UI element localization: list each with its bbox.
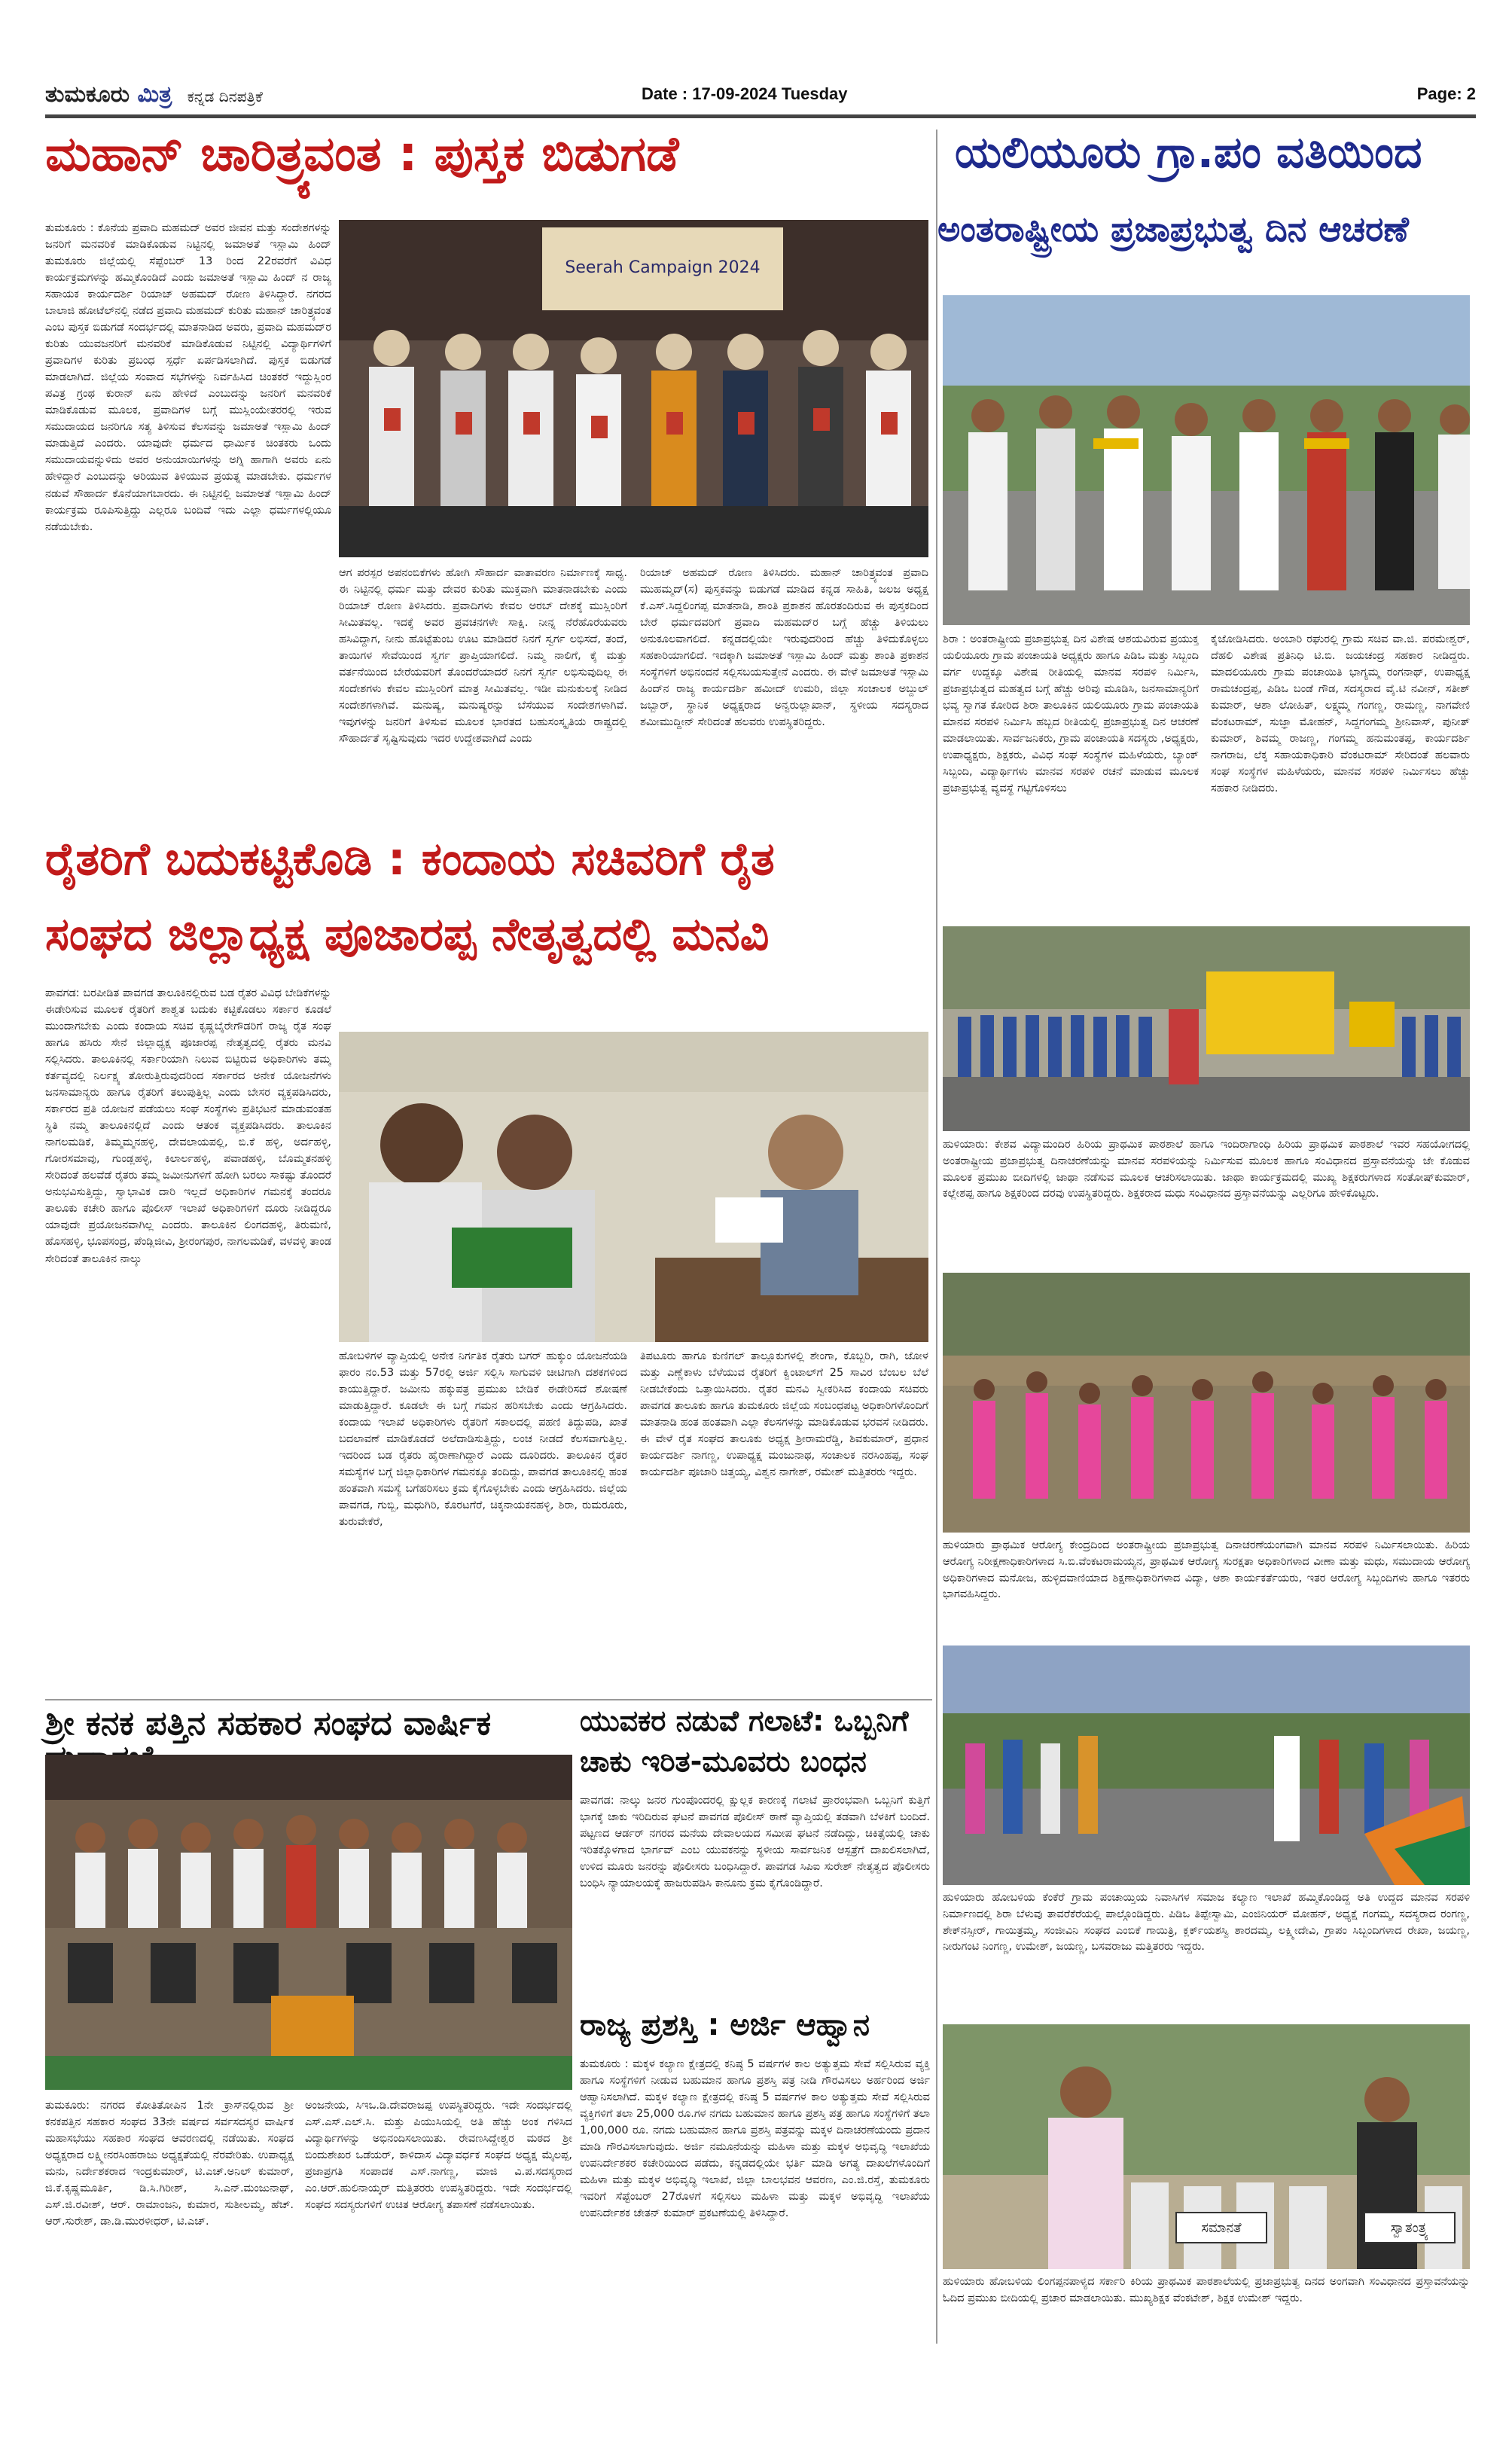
school-rally-caption: ಹುಳಿಯಾರು: ಕೇಶವ ವಿದ್ಯಾಮಂದಿರ ಹಿರಿಯ ಪ್ರಾಥಮಿಕ ಪಾಠಶಾಲೆ ಹಾಗೂ ಇಂದಿರಾಗಾಂಧಿ ಹಿರಿಯ ಪ್ರಾಥಮಿಕ ಪಾಠಶಾಲೆ ಇವರ ಸಹಯೋಗದಲ್ಲಿ ಅಂತರಾಷ್ಟ್ರೀಯ ಪ್ರಜಾಪ್ರಭುತ್ವ ದಿನಾಚರಣೆಯನ್ನು ಮಾನವ ಸರಪಳಿಯನ್ನು ನಿರ್ಮಿಸುವ ಮೂಲಕ ಹಾಗೂ ಸಂವಿಧಾನದ ಪ್ರಸ್ತಾವನೆಯನ್ನು ಜೇ ಕೊಡುವ ಮೂಲಕ ಪ್ರಮುಖ ಬೀದಿಗಳಲ್ಲಿ ಜಾಥಾ ನಡೆಸುವ ಮೂಲಕ ಆಚರಿಸಲಾಯಿತು. ಜಾಥಾ ಕಾರ್ಯಕ್ರಮದಲ್ಲಿ ಮುಖ್ಯ ಶಿಕ್ಷಕರುಗಳಾದ ಸಂತೋಷ್‌ಕುಮಾರ್, ಕಲ್ಲೇಶಪ್ಪ ಹಾಗೂ ಶಿಕ್ಷಕರಿಂದ ದರವು ಉಪಸ್ಥಿತರಿದ್ದರು. ಶಿಕ್ಷಕರಾದ ಮಧು ಸಂವಿಧಾನದ ಪ್ರಸ್ತಾವನೆಯನ್ನು ಎಲ್ಲರಿಗೂ ಹೇಳಿಕೊಟ್ಟರು.	[943, 1139, 1470, 1200]
farmers-headline-1: ರೈತರಿಗೆ ಬದುಕಟ್ಟಿಕೊಡಿ : ಕಂದಾಯ ಸಚಿವರಿಗೆ ರೈತ	[45, 833, 775, 886]
village-chain-photo	[943, 1646, 1470, 1885]
book-article-col2: ಆಗ ಪರಸ್ಪರ ಅಪನಂಬಿಕೆಗಳು ಹೋಗಿ ಸೌಹಾರ್ದ ವಾತಾವರಣ ನಿರ್ಮಾಣಕ್ಕೆ ಸಾಧ್ಯ. ಈ ನಿಟ್ಟಿನಲ್ಲಿ ಧರ್ಮ ಮತ್ತು ದೇವರ ಕುರಿತು ಮುಕ್ತವಾಗಿ ಮಾತನಾಡಬೇಕು ಎಂದು ರಿಯಾಜ್ ರೋಣ ತಿಳಿಸಿದರು. ಪ್ರವಾದಿಗಳು ಕೇವಲ ಅರಬ್ ದೇಶಕ್ಕೆ ಮುಸ್ಲಿಂರಿಗೆ ಸೀಮಿತವಲ್ಲ. ಇದಕ್ಕೆ ಅವರ ಪ್ರವಚನಗಳೇ ಸಾಕ್ಷಿ. ನೀನ್ನ ನೆರೆಹೊರೆಯವರು ಹಸಿವಿದ್ದಾಗ, ನೀನು ಹೊಟ್ಟೆತುಂಬ ಊಟ ಮಾಡಿದರೆ ನಿನಗೆ ಸ್ವರ್ಗ ಲಭಿಸದೆ, ತಂದೆ, ತಾಯಿಗಳ ಸೇವೆಯಿಂದ ಸ್ವರ್ಗ ಪ್ರಾಪ್ತಿಯಾಗಲಿದೆ. ನಿಮ್ಮ ನಾಲಿಗೆ, ಕೈ ಮತ್ತು ವರ್ತನೆಯಿಂದ ಬೇರೆಯವರಿಗೆ ತೊಂದರೆಯಾದರೆ ನಿನಗೆ ಸ್ವರ್ಗ ಲಭಿಸುವುದಿಲ್ಲ ಈ ಸಂದೇಶಗಳು ಕೇವಲ ಮುಸ್ಲಿಂರಿಗೆ ಮಾತ್ರ ಸೀಮಿತವಲ್ಲ. ಇಡೀ ಮನುಕುಲಕ್ಕೆ ನೀಡಿದ ಸಂದೇಶಗಳಾಗಿವೆ. ಮನುಷ್ಯ, ಮನುಷ್ಯರನ್ನು ಬೆಸೆಯುವ ಸಂದೇಶಗಳಾಗಿವೆ. ಇವುಗಳನ್ನು ಜನರಿಗೆ ತಿಳಿಸುವ ಮೂಲಕ ಭಾರತದ ಬಹುಸಂಸ್ಕೃತಿಯ ರಾಷ್ಟ್ರದಲ್ಲಿ ಸೌಹಾರ್ದತೆ ಸೃಷ್ಟಿಸುವುದು ಇದರ ಉದ್ದೇಶವಾಗಿದೆ ಎಂದು	[339, 567, 627, 746]
school-children-photo	[943, 2024, 1470, 2269]
village-chain-caption: ಹುಳಿಯಾರು ಹೋಬಳಿಯ ಕೆಂಕೆರೆ ಗ್ರಾಮ ಪಂಚಾಯ್ತಿಯ ನಿವಾಸಿಗಳ ಸಮಾಜ ಕಲ್ಯಾಣ ಇಲಾಖೆ ಹಮ್ಮಿಕೊಂಡಿದ್ದ ಅತಿ ಉದ್ದದ ಮಾನವ ಸರಪಳಿ ನಿರ್ಮಾಣದಲ್ಲಿ ಶಿರಾ ಬೆಳುವು ತಾವರೆಕೆರೆಯಲ್ಲಿ ಪಾಲ್ಗೊಂಡಿದ್ದರು. ಪಿಡಿಒ ತಿಪ್ಪೇಸ್ವಾಮಿ, ಎಂಜಿನಿಯರ್ ಮೋಹನ್, ಅಧ್ಯಕ್ಷೆ ಗಂಗಮ್ಮ, ಸದಸ್ಯರಾದ ರಂಗಣ್ಣ, ಶೇಕ್‌ನಸ್ಸೀರ್, ಗಾಯಿತ್ರಮ್ಮ, ಸಂಜೀವಿನಿ ಸಂಘದ ಎಂಬಿಕೆ ಗಾಯಿತ್ರಿ, ಕ್ಲರ್ಕ್‌ಯಶಸ್ವಿ ಶಾರದಮ್ಮ, ಲಕ್ಷ್ಮೀದೇವಿ, ಗ್ರಾಪಂ ಸಿಬ್ಬಂದಿಗಳಾದ ರೇಖಾ, ಜಯಣ್ಣ, ನೀರುಗಂಟಿ ನಿಂಗಣ್ಣ, ಉಮೇಶ್, ಜಯಣ್ಣ, ಬಸವರಾಜು ಮತ್ತಿತರರು ಇದ್ದರು.	[943, 1892, 1470, 1954]
kanaka-headline: ಶ್ರೀ ಕನಕ ಪತ್ತಿನ ಸಹಕಾರ ಸಂಘದ ವಾರ್ಷಿಕ	[45, 1704, 492, 1743]
youth-clash-article: ಪಾವಗಡ: ನಾಲ್ಕು ಜನರ ಗುಂಪೊಂದರಲ್ಲಿ ಕ್ಷುಲ್ಲಕ ಕಾರಣಕ್ಕೆ ಗಲಾಟೆ ಪ್ರಾರಂಭವಾಗಿ ಒಬ್ಬನಿಗೆ ಕುತ್ತಿಗೆ ಭಾಗಕ್ಕೆ ಚಾಕು ಇರಿದಿರುವ ಘಟನೆ ಪಾವಗಡ ಪೊಲೀಸ್ ಠಾಣೆ ವ್ಯಾಪ್ತಿಯಲ್ಲಿ ತಡವಾಗಿ ಬೆಳಕಿಗೆ ಬಂದಿದೆ. ಪಟ್ಟಣದ ಆರ್ಡರ್ ನಗರದ ಮನೆಯ ದೇವಾಲಯದ ಸಮೀಪ ಘಟನೆ ನಡೆದಿದ್ದು, ಚಿಕಿತ್ಸೆಯಲ್ಲಿ ಚಾಕು ಇರಿತಕ್ಕೊಳಗಾದ ಭಾರ್ಗವ್ ಎಂಬ ಯುವಕನನ್ನು ಸ್ಥಳೀಯ ಸಾರ್ವಜನಿಕ ಆಸ್ಪತ್ರೆಗೆ ದಾಖಲಿಸಲಾಗಿದೆ, ಉಳಿದ ಮೂರು ಜನರನ್ನು ಪೊಲೀಸರು ಬಂಧಿಸಿದ್ದಾರೆ. ಪಾವಗಡ ಸಿಪಿಐ ಸುರೇಶ್ ನೇತೃತ್ವದ ಪೊಲೀಸರು ಬಂಧಿಸಿ ನ್ಯಾಯಾಲಯಕ್ಕೆ ಹಾಜರುಪಡಿಸಿ ಕಾನೂನು ಕ್ರಮ ಕೈಗೊಂಡಿದ್ದಾರೆ.	[580, 1795, 930, 1890]
placard-freedom: ಸ್ವಾತಂತ್ರ್ಯ	[1390, 2220, 1429, 2236]
brand-name-part-2: ಮಿತ್ರ	[137, 81, 172, 108]
farmers-article-col1: ಪಾವಗಡ: ಬರಪೀಡಿತ ಪಾವಗಡ ತಾಲೂಕಿನಲ್ಲಿರುವ ಬಡ ರೈತರ ವಿವಿಧ ಬೇಡಿಕೆಗಳನ್ನು ಈಡೇರಿಸುವ ಮೂಲಕ ರೈತರಿಗೆ ಶಾಶ್ವತ ಬದುಕು ಕಟ್ಟಿಕೊಡಲು ಸರ್ಕಾರ ಕೂಡಲೆ ಮುಂದಾಗಬೇಕು ಎಂದು ಕಂದಾಯ ಸಚಿವ ಕೃಷ್ಣಬೈರೇಗೌಡರಿಗೆ ರಾಜ್ಯ ರೈತ ಸಂಘ ಹಾಗೂ ಹಸಿರು ಸೇನೆ ಜಿಲ್ಲಾಧ್ಯಕ್ಷ ಪೂಜಾರಪ್ಪ ನೇತೃತ್ವದಲ್ಲಿ ರೈತರು ಮನವಿ ಸಲ್ಲಿಸಿದರು. ತಾಲೂಕಿನಲ್ಲಿ ಸರ್ಕಾರಿಯಾಗಿ ನಿಲುವ ಬಿಟ್ಟಿರುವ ಅಧಿಕಾರಿಗಳು ತಮ್ಮ ಕರ್ತವ್ಯದಲ್ಲಿ ನಿರ್ಲಕ್ಷ್ಯ ತೋರುತ್ತಿರುವುದರಿಂದ ಸರ್ಕಾರದ ಅನೇಕ ಯೋಜನೆಗಳು ಜನಸಾಮಾನ್ಯರು ಹಾಗೂ ರೈತರಿಗೆ ತಲುಪುತ್ತಿಲ್ಲ ಎಂದು ಬೇಸರ ವ್ಯಕ್ತಪಡಿಸಿದರು, ಸರ್ಕಾರದ ಪ್ರತಿ ಯೋಜನೆ ಪಡೆಯಲು ಸಂಘ ಸಂಸ್ಥೆಗಳು ಪ್ರತಿಭಟನೆ ಮಾಡುವಂತಹ ಸ್ಥಿತಿ ನಮ್ಮ ತಾಲೂಕಿನಲ್ಲಿದೆ ಎಂದು ಆತಂಕ ವ್ಯಕ್ತಪಡಿಸಿದರು. ತಾಲೂಕಿನ ನಾಗಲಮಡಿಕೆ, ತಿಮ್ಮಮ್ಮನಹಳ್ಳಿ, ದೇವಲಾಯಪಲ್ಲಿ, ಬಿ.ಕೆ ಹಳ್ಳಿ, ಅರ್ದಹಳ್ಳಿ, ಗೋರಸಮಾವು, ಗುಂಡ್ಲಹಳ್ಳಿ, ಕಿಲಾರ್ಲಹಳ್ಳಿ, ಪವಾಡಹಳ್ಳಿ, ಬೊಮ್ಮತನಹಳ್ಳಿ ಸೇರಿದಂತೆ ಹಲವೆಡೆ ರೈತರು ತಮ್ಮ ಜಮೀನುಗಳಿಗೆ ಹೋಗಿ ಬರಲು ಸಾಕಷ್ಟು ತೊಂದರೆ ಅನುಭವಿಸುತ್ತಿದ್ದು, ಸ್ವಾಭಾವಿಕ ದಾರಿ ಇಲ್ಲದೆ ಅಧಿಕಾರಿಗಳ ಗಮನಕ್ಕೆ ತಂದರೂ ತಾಲೂಕು ಕಚೇರಿ ಹಾಗೂ ಪೊಲೀಸ್ ಇಲಾಖೆ ಅಧಿಕಾರಿಗಳಿಗೆ ದೂರು ನೀಡಿದ್ದರೂ ಯಾವುದೇ ಪ್ರಯೋಜನವಾಗಿಲ್ಲ ಎಂದರು. ತಾಲೂಕಿನ ಲಿಂಗದಹಳ್ಳಿ, ತಿರುಮಣಿ, ಹೊಸಹಳ್ಳಿ, ಭೂಪಸಂದ್ರ, ಪೆಂಡ್ಲಿಜೀವಿ, ಶ್ರೀರಂಗಪುರ, ನಾಗಲಮಡಿಕೆ, ವಳವಳ್ಳಿ ತಾಂಡ ಸೇರಿದಂತೆ ತಾಲೂಕಿನ ನಾಲ್ಕು	[45, 987, 331, 1265]
school-rally-photo	[943, 926, 1470, 1131]
democracy-headline-1: ಯಲಿಯೂರು ಗ್ರಾ.ಪಂ ವತಿಯಿಂದ	[955, 127, 1422, 178]
masthead	[45, 81, 1476, 114]
banner-text: Seerah Campaign 2024	[565, 258, 761, 277]
health-centre-caption: ಹುಳಿಯಾರು ಪ್ರಾಥಮಿಕ ಆರೋಗ್ಯ ಕೇಂದ್ರದಿಂದ ಅಂತರಾಷ್ಟ್ರೀಯ ಪ್ರಜಾಪ್ರಭುತ್ವ ದಿನಾಚರಣೆಯಂಗವಾಗಿ ಮಾನವ ಸರಪಳಿ ನಿರ್ಮಿಸಲಾಯಿತು. ಹಿರಿಯ ಆರೋಗ್ಯ ನಿರೀಕ್ಷಣಾಧಿಕಾರಿಗಳಾದ ಸಿ.ಬಿ.ವೆಂಕಟರಾಮಯ್ಯನ, ಪ್ರಾಥಮಿಕ ಆರೋಗ್ಯ ಸುರಕ್ಷತಾ ಅಧಿಕಾರಿಗಳಾದ ವೀಣಾ ಮತ್ತು ಮಧು, ಸಮುದಾಯ ಆರೋಗ್ಯ ಅಧಿಕಾರಿಗಳಾದ ಮನೋಜ, ಹುಳ್ಳಿದವಾಣಿಯಾದ ಶಿಕ್ಷಣಾಧಿಕಾರಿಗಳಾದ ವಿದ್ಯಾ, ಆಶಾ ಕಾರ್ಯಕರ್ತೆಯರು, ಇತರ ಆರೋಗ್ಯ ಸಿಬ್ಬಂದಿಗಳು ಹಾಗೂ ಇತರರು ಭಾಗವಹಿಸಿದ್ದರು.	[943, 1539, 1470, 1601]
book-article-col3: ರಿಯಾಜ್ ಅಹಮದ್ ರೋಣ ತಿಳಿಸಿದರು. ಮಹಾನ್ ಚಾರಿತ್ರ್ಯವಂತ ಪ್ರವಾದಿ ಮುಹಮ್ಮದ್(ಸ) ಪುಸ್ತಕವನ್ನು ಬಿಡುಗಡೆ ಮಾಡಿದ ಕನ್ನಡ ಸಾಹಿತಿ, ಜಲಜ ಅಧ್ಯಕ್ಷ ಕೆ.ಎಸ್.ಸಿದ್ದಲಿಂಗಪ್ಪ ಮಾತನಾಡಿ, ಶಾಂತಿ ಪ್ರಕಾಶನ ಹೊರತಂದಿರುವ ಈ ಪುಸ್ತಕದಿಂದ ಬೇರೆ ಧರ್ಮದವರಿಗೆ ಪ್ರವಾದಿ ಮಹಮದ್‌ರ ಬಗ್ಗೆ ಹೆಚ್ಚು ತಿಳಿಯಲು ಅನುಕೂಲವಾಗಲಿದೆ. ಕನ್ನಡದಲ್ಲಿಯೇ ಇರುವುದರಿಂದ ಹೆಚ್ಚು ತಿಳಿದುಕೊಳ್ಳಲು ಸಹಕಾರಿಯಾಗಲಿದೆ. ಇದಕ್ಕಾಗಿ ಜಮಾಅತೆ ಇಸ್ಲಾಮಿ ಹಿಂದ್ ಮತ್ತು ಶಾಂತಿ ಪ್ರಕಾಶನ ಸಂಸ್ಥೆಗಳಿಗೆ ಅಭಿನಂದನೆ ಸಲ್ಲಿಸಬಯಸುತ್ತೇನೆ ಎಂದರು. ಈ ವೇಳೆ ಜಮಾಅತೆ ಇಸ್ಲಾಮಿ ಹಿಂದ್‌ನ ರಾಜ್ಯ ಕಾರ್ಯದರ್ಶಿ ಹಮೀದ್ ಉಮರಿ, ಜಿಲ್ಲಾ ಸಂಚಾಲಕ ಅಬ್ದುಲ್ ಜಬ್ಬಾರ್, ಸ್ಥಾನಿಕ ಅಧ್ಯಕ್ಷರಾದ ಅನ್ವರುಲ್ಲಾಖಾನ್, ಸ್ಥಳೀಯ ಸದಸ್ಯರಾದ ಶಮೀಮುದ್ದೀನ್ ಸೇರಿದಂತೆ ಹಲವರು ಉಪಸ್ಥಿತರಿದ್ದರು.	[640, 567, 928, 729]
kanaka-article-col2: ಅಂಜನೇಯ, ಸಿಇಒ.ಡಿ.ದೇವರಾಜಪ್ಪ ಉಪಸ್ಥಿತರಿದ್ದರು. ಇದೇ ಸಂದರ್ಭದಲ್ಲಿ ಎಸ್.ಎಸ್.ಎಲ್.ಸಿ. ಮತ್ತು ಪಿಯುಸಿಯಲ್ಲಿ ಅತಿ ಹೆಚ್ಚು ಅಂಕ ಗಳಿಸಿದ ವಿದ್ಯಾರ್ಥಿಗಳನ್ನು ಅಭಿನಂದಿಸಲಾಯಿತು. ರೇವಣಸಿದ್ದೇಶ್ವರ ಮಠದ ಶ್ರೀ ಬಿಂದುಶೇಖರ ಒಡೆಯರ್, ಕಾಳಿದಾಸ ವಿದ್ಯಾವರ್ಧಕ ಸಂಘದ ಅಧ್ಯಕ್ಷ ಮೈಲಪ್ಪ, ಪ್ರಜಾಪ್ರಗತಿ ಸಂಪಾದಕ ಎಸ್.ನಾಗಣ್ಣ, ಮಾಜಿ ವಿ.ಪ.ಸದಸ್ಯರಾದ ಎಂ.ಆರ್.ಹುಲಿನಾಯ್ಕರ್ ಮತ್ತಿತರರು ಉಪಸ್ಥಿತರಿದ್ದರು. ಇದೇ ಸಂದರ್ಭದಲ್ಲಿ ಸಂಘದ ಸದಸ್ಯರುಗಳಿಗೆ ಉಚಿತ ಆರೋಗ್ಯ ತಪಾಸಣೆ ನಡೆಸಲಾಯಿತು.	[305, 2100, 572, 2212]
farmers-meeting-photo	[339, 1032, 928, 1342]
masthead-rule	[45, 114, 1476, 118]
section-divider	[45, 1699, 932, 1700]
award-headline: ರಾಜ್ಯ ಪ್ರಶಸ್ತಿ : ಅರ್ಜಿ ಆಹ್ವಾನ	[580, 2008, 870, 2042]
farmers-article-col3: ತಿಪಟೂರು ಹಾಗೂ ಕುಣಿಗಲ್ ತಾಲ್ಲೂಕುಗಳಲ್ಲಿ ಶೇಂಗಾ, ಕೊಬ್ಬರಿ, ರಾಗಿ, ಜೋಳ ಮತ್ತು ಎಣ್ಣೆಕಾಳು ಬೆಳೆಯುವ ರೈತರಿಗೆ ಕ್ವಿಂಟಾಲ್‌ಗೆ 25 ಸಾವಿರ ಬೆಂಬಲ ಬೆಲೆ ನೀಡಬೇಕೆಂದು ಒತ್ತಾಯಿಸಿದರು. ರೈತರ ಮನವಿ ಸ್ವೀಕರಿಸಿದ ಕಂದಾಯ ಸಚಿವರು ಪಾವಗಡ ತಾಲೂಕು ಹಾಗೂ ತುಮಕೂರು ಜಿಲ್ಲೆಯ ಸಂಬಂಧಪಟ್ಟ ಅಧಿಕಾರಿಗಳೊಂದಿಗೆ ಮಾತನಾಡಿ ಹಂತ ಹಂತವಾಗಿ ಎಲ್ಲಾ ಕೆಲಸಗಳನ್ನು ಮಾಡಿಕೊಡುವ ಭರವಸೆ ನೀಡಿದರು. ಈ ವೇಳೆ ರೈತ ಸಂಘದ ತಾಲೂಕು ಅಧ್ಯಕ್ಷ ಶ್ರೀರಾಮರೆಡ್ಡಿ, ಶಿವಕುಮಾರ್, ಪ್ರಧಾನ ಕಾರ್ಯದರ್ಶಿ ನಾಗಣ್ಣ, ಉಪಾಧ್ಯಕ್ಷ ಮಂಜುನಾಥ, ಸಂಚಾಲಕ ನರಸಿಂಹಪ್ಪ, ಸಂಘ ಕಾರ್ಯದರ್ಶಿ ಪೂಜಾರಿ ಚಿತ್ತಯ್ಯ, ವಿಶ್ವನ ನಾಗೇಶ್, ರಮೇಶ್ ಮತ್ತಿತರರು ಇದ್ದರು.	[640, 1350, 928, 1479]
farmers-headline-2: ಸಂಘದ ಜಿಲ್ಲಾಧ್ಯಕ್ಷ ಪೂಜಾರಪ್ಪ ನೇತೃತ್ವದಲ್ಲಿ ಮನವಿ	[45, 908, 770, 961]
book-article-col1: ತುಮಕೂರು : ಕೊನೆಯ ಪ್ರವಾದಿ ಮಹಮದ್ ಅವರ ಜೀವನ ಮತ್ತು ಸಂದೇಶಗಳನ್ನು ಜನರಿಗೆ ಮನವರಿಕೆ ಮಾಡಿಕೊಡುವ ನಿಟ್ಟಿನಲ್ಲಿ ಜಮಾಅತೆ ಇಸ್ಲಾಮಿ ಹಿಂದ್ ತುಮಕೂರು ಜಿಲ್ಲೆಯಲ್ಲಿ ಸೆಪ್ಟೆಂಬರ್ 13 ರಿಂದ 22ರವರೆಗೆ ವಿವಿಧ ಕಾರ್ಯಕ್ರಮಗಳನ್ನು ಹಮ್ಮಿಕೊಂಡಿದೆ ಎಂದು ಜಮಾಅತೆ ಇಸ್ಲಾಮಿ ಹಿಂದ್ ನ ರಾಜ್ಯ ಸಹಾಯಕ ಕಾರ್ಯದರ್ಶಿ ರಿಯಾಜ್ ಅಹಮದ್ ರೋಣ ತಿಳಿಸಿದ್ದಾರೆ. ನಗರದ ಬಾಲಾಜಿ ಹೋಟೆಲ್‌ನಲ್ಲಿ ನಡೆದ ಪ್ರವಾದಿ ಮಹಮದ್ ಕುರಿತು ಮಹಾನ್ ಚಾರಿತ್ರ್ಯವಂತ ಎಂಬ ಪುಸ್ತಕ ಬಿಡುಗಡೆ ಸಂದರ್ಭದಲ್ಲಿ ಮಾತನಾಡಿದ ಅವರು, ಪ್ರವಾದಿ ಮಹಮದ್‌ರ ಕುರಿತು ಯುವಜನರಿಗೆ ಮನವರಿಕೆ ಮಾಡಿಕೊಡುವ ನಿಟ್ಟಿನಲ್ಲಿ ವಿದ್ಯಾರ್ಥಿಗಳಿಗೆ ಪ್ರವಾದಿಗಳ ಕುರಿತು ಪ್ರಬಂಧ ಸ್ಪರ್ಧೆ ಏರ್ಪಡಿಸಲಾಗಿದೆ. ಪುಸ್ತಕ ಬಿಡುಗಡೆ ಮಾಡಲಾಗಿದೆ. ಜಿಲ್ಲೆಯ ಸಂವಾದ ಸಭೆಗಳನ್ನು ನಿರ್ವಹಿಸಿದ ಚಿಂತಕರೆ ಇದ್ದುಸ್ಲಿಂರ ಪವಿತ್ರ ಗ್ರಂಥ ಕುರಾನ್ ಏನು ಹೇಳಿದೆ ಎಂಬುದನ್ನು ಜನರಿಗೆ ಮನವರಿಕೆ ಮಾಡಿಕೊಡುವ ಮೂಲಕ, ಪ್ರವಾದಿಗಳ ಬಗ್ಗೆ ಮುಸ್ಲಿಂಯೇತರರಲ್ಲಿ ಇರುವ ಸಮುದಾಯದ ಜನರಿಗೂ ಸತ್ಯ ತಿಳಿಸುವ ಕೆಲಸವನ್ನು ಜಮಾಅತೆ ಇಸ್ಲಾಮಿ ಹಿಂದ್ ಮಾಡುತ್ತಿದೆ ಎಂದರು. ಯಾವುದೇ ಧರ್ಮದ ಧಾರ್ಮಿಕ ಚಿಂತಕರು ಒಂದು ಸಮುದಾಯವನ್ನುಳಿದು ಅವರ ಅನುಯಾಯಿಗಳನ್ನು ಅಗ್ನಿ ಹಾಗಾಗಿ ಅವರು ಏನು ಹೇಳಿದ್ದಾರೆ ಎಂಬುದನ್ನು ಅರಿಯುವ ತಿಳಿಯುವ ಪ್ರಯತ್ನ ಮಾಡಬೇಕು. ಧರ್ಮಗಳ ನಡುವೆ ಸೌಹಾರ್ದ ಕೊನೆಯಾಗಬಾರದು. ಈ ನಿಟ್ಟಿನಲ್ಲಿ ಜಮಾಅತೆ ಇಸ್ಲಾಮಿ ಹಿಂದ್ ಕಾರ್ಯಕ್ರಮ ರೂಪಿಸುತ್ತಿದ್ದು ಎಲ್ಲರೂ ಬಂದಿವೆ ಇದು ಎಲ್ಲಾ ಧರ್ಮಗಳಲ್ಲಿಯೂ ನಡೆಯಬೇಕು.	[45, 222, 331, 533]
brand-subtitle: ಕನ್ನಡ ದಿನಪತ್ರಿಕೆ	[187, 87, 263, 105]
youth-clash-headline-1: ಯುವಕರ ನಡುವೆ ಗಲಾಟೆ: ಒಬ್ಬನಿಗೆ	[580, 1704, 909, 1737]
column-divider	[936, 130, 937, 2344]
placard-equality: ಸಮಾನತೆ	[1201, 2220, 1242, 2236]
health-centre-chain-photo	[943, 1273, 1470, 1533]
issue-date: Date : 17-09-2024 Tuesday	[642, 84, 848, 103]
page-number: Page: 2	[1416, 84, 1476, 103]
book-release-headline: ಮಹಾನ್ ಚಾರಿತ್ರ್ಯವಂತ : ಪುಸ್ತಕ ಬಿಡುಗಡೆ	[45, 127, 679, 182]
kanaka-meeting-photo	[45, 1755, 572, 2090]
school-children-caption: ಹುಳಿಯಾರು ಹೋಬಳಿಯ ಲಿಂಗಪ್ಪನಪಾಳ್ಯದ ಸರ್ಕಾರಿ ಕಿರಿಯ ಪ್ರಾಥಮಿಕ ಪಾಠಶಾಲೆಯಲ್ಲಿ ಪ್ರಜಾಪ್ರಭುತ್ವ ದಿನದ ಅಂಗವಾಗಿ ಸಂವಿಧಾನದ ಪ್ರಸ್ತಾವನೆಯನ್ನು ಓದಿದ ಪ್ರಮುಖ ಬೀದಿಯಲ್ಲಿ ಪ್ರಚಾರ ಮಾಡಲಾಯಿತು. ಮುಖ್ಯಶಿಕ್ಷಕ ವೆಂಕಟೇಶ್, ಶಿಕ್ಷಕ ಉಮೇಶ್ ಇದ್ದರು.	[943, 2276, 1470, 2304]
brand-name-part-1: ತುಮಕೂರು	[45, 81, 130, 108]
youth-clash-headline-2: ಚಾಕು ಇರಿತ-ಮೂವರು ಬಂಧನ	[580, 1745, 867, 1778]
democracy-article-col1: ಶಿರಾ : ಅಂತರಾಷ್ಟ್ರೀಯ ಪ್ರಜಾಪ್ರಭುತ್ವ ದಿನ ವಿಶೇಷ ಆಶಯವಿರುವ ಪ್ರಯುಕ್ತ ಯಲಿಯೂರು ಗ್ರಾಮ ಪಂಚಾಯತಿ ಅಧ್ಯಕ್ಷರು ಹಾಗೂ ಪಿಡಿಒ ಮತ್ತು ಸಿಬ್ಬಂದಿ ವರ್ಗ ಉದ್ದಕ್ಕೂ ವಿಶೇಷ ರೀತಿಯಲ್ಲಿ ಮಾನವ ಸರಪಳಿ ನಿರ್ಮಿಸಿ, ಪ್ರಜಾಪ್ರಭುತ್ವದ ಮಹತ್ವದ ಬಗ್ಗೆ ಹೆಚ್ಚು ಅರಿವು ಮೂಡಿಸಿ, ಜನಸಾಮಾನ್ಯರಿಗೆ ಭವ್ಯ ಸ್ವಾಗತ ಕೋರಿದ ಶಿರಾ ತಾಲೂಕಿನ ಯಲಿಯೂರು ಗ್ರಾಮ ಪಂಚಾಯತಿ ಮಾನವ ಸರಪಳಿ ನಿರ್ಮಿಸಿ ಹಬ್ಬದ ರೀತಿಯಲ್ಲಿ ಪ್ರಜಾಪ್ರಭುತ್ವ ದಿನ ಆಚರಣೆ ಮಾಡಲಾಯಿತು. ಸಾರ್ವಜನಿಕರು, ಗ್ರಾಮ ಪಂಚಾಯತಿ ಸದಸ್ಯರು ,ಅಧ್ಯಕ್ಷರು, ಉಪಾಧ್ಯಕ್ಷರು, ಶಿಕ್ಷಕರು, ವಿವಿಧ ಸಂಘ ಸಂಸ್ಥೆಗಳ ಮಹಿಳೆಯರು, ಬ್ಯಾಂಕ್ ಸಿಬ್ಬಂದಿ, ವಿದ್ಯಾರ್ಥಿಗಳು ಮಾನವ ಸರಪಳಿ ರಚನೆ ಮಾಡುವ ಮೂಲಕ ಪ್ರಜಾಪ್ರಭುತ್ವ ವ್ಯವಸ್ಥೆ ಗಟ್ಟಿಗೊಳಿಸಲು	[943, 633, 1199, 795]
human-chain-officials-photo	[943, 295, 1470, 625]
kanaka-article-col1: ತುಮಕೂರು: ನಗರದ ಕೋತಿತೋಪಿನ 1ನೇ ಕ್ರಾಸ್‌ನಲ್ಲಿರುವ ಶ್ರೀ ಕನಕಪತ್ತಿನ ಸಹಕಾರ ಸಂಘದ 33ನೇ ವರ್ಷದ ಸರ್ವಸದಸ್ಯರ ವಾರ್ಷಿಕ ಮಹಾಸಭೆಯು ಸಹಕಾರ ಸಂಘದ ಆವರಣದಲ್ಲಿ ನಡೆಯಿತು. ಸಂಘದ ಅಧ್ಯಕ್ಷರಾದ ಲಕ್ಷ್ಮೀನರಸಿಂಹರಾಜು ಅಧ್ಯಕ್ಷತೆಯಲ್ಲಿ ನೆರವೇರಿತು. ಉಪಾಧ್ಯಕ್ಷ ಮನು, ನಿರ್ದೇಶಕರಾದ ಇಂದ್ರಕುಮಾರ್, ಟಿ.ಎಚ್.ಅನಿಲ್ ಕುಮಾರ್, ಜಿ.ಕೆ.ಕೃಷ್ಣಮೂರ್ತಿ, ಡಿ.ಸಿ.ಗಿರೀಶ್, ಸಿ.ಎನ್.ಮಂಜುನಾಥ್, ಎಸ್.ಜಿ.ರವೀಶ್, ಆರ್. ರಾಮಾಂಜನಿ, ಕುಮಾರ, ಸುಶೀಲಮ್ಮ, ಹೆಚ್. ಆರ್.ಸುರೇಶ್, ಡಾ.ಡಿ.ಮುರಳೀಧರ್, ಟಿ.ಎಚ್.	[45, 2100, 294, 2228]
democracy-headline-2: ಅಂತರಾಷ್ಟ್ರೀಯ ಪ್ರಜಾಪ್ರಭುತ್ವ ದಿನ ಆಚರಣೆ	[937, 209, 1409, 249]
book-release-photo	[339, 220, 928, 557]
award-article: ತುಮಕೂರು : ಮಕ್ಕಳ ಕಲ್ಯಾಣ ಕ್ಷೇತ್ರದಲ್ಲಿ ಕನಿಷ್ಠ 5 ವರ್ಷಗಳ ಕಾಲ ಅತ್ಯುತ್ತಮ ಸೇವೆ ಸಲ್ಲಿಸಿರುವ ವ್ಯಕ್ತಿ ಹಾಗೂ ಸಂಸ್ಥೆಗಳಿಗೆ ನೀಡುವ ಬಹುಮಾನ ಹಾಗೂ ಪ್ರಶಸ್ತಿ ಪತ್ರ ನೀಡಿ ಗೌರವಿಸಲು ಅರ್ಹರಿಂದ ಅರ್ಜಿ ಆಹ್ವಾನಿಸಲಾಗಿದೆ. ಮಕ್ಕಳ ಕಲ್ಯಾಣ ಕ್ಷೇತ್ರದಲ್ಲಿ ಕನಿಷ್ಠ 5 ವರ್ಷಗಳ ಕಾಲ ಅತ್ಯುತ್ತಮ ಸೇವೆ ಸಲ್ಲಿಸಿರುವ ವ್ಯಕ್ತಿಗಳಿಗೆ ತಲಾ 25,000 ರೂ.ಗಳ ನಗದು ಬಹುಮಾನ ಹಾಗೂ ಪ್ರಶಸ್ತಿ ಪತ್ರ ಹಾಗೂ ಸಂಸ್ಥೆಗಳಿಗೆ ತಲಾ 1,00,000 ರೂ. ನಗದು ಬಹುಮಾನ ಹಾಗೂ ಪ್ರಶಸ್ತಿ ಪತ್ರವನ್ನು ಮಕ್ಕಳ ದಿನಾಚರಣೆಯಂದು ಪ್ರದಾನ ಮಾಡಿ ಗೌರವಿಸಲಾಗುವುದು. ಅರ್ಜಿ ನಮೂನೆಯನ್ನು ಮಹಿಳಾ ಮತ್ತು ಮಕ್ಕಳ ಅಭಿವೃದ್ಧಿ ಇಲಾಖೆಯ ಉಪನಿರ್ದೇಶಕರ ಕಚೇರಿಯಿಂದ ಪಡೆದು, ಕನ್ನಡದಲ್ಲಿಯೇ ಭರ್ತಿ ಮಾಡಿ ಅಗತ್ಯ ದಾಖಲೆಗಳೊಂದಿಗೆ ಮಹಿಳಾ ಮತ್ತು ಮಕ್ಕಳ ಅಭಿವೃದ್ಧಿ ಇಲಾಖೆ, ಜಿಲ್ಲಾ ಬಾಲಭವನ ಆವರಣ, ಎಂ.ಜಿ.ರಸ್ತೆ, ತುಮಕೂರು ಇವರಿಗೆ ಸೆಪ್ಟೆಂಬರ್ 27ರೊಳಗೆ ಸಲ್ಲಿಸಲು ಮಹಿಳಾ ಮತ್ತು ಮಕ್ಕಳ ಅಭಿವೃದ್ಧಿ ಇಲಾಖೆಯ ಉಪನಿರ್ದೇಶಕ ಚೇತನ್ ಕುಮಾರ್ ಪ್ರಕಟಣೆಯಲ್ಲಿ ತಿಳಿಸಿದ್ದಾರೆ.	[580, 2058, 930, 2220]
farmers-article-col2: ಹೋಬಳಿಗಳ ವ್ಯಾಪ್ತಿಯಲ್ಲಿ ಅನೇಕ ನಿರ್ಗತಿಕ ರೈತರು ಬಗರ್ ಹುಕ್ಕುಂ ಯೋಜನೆಯಡಿ ಫಾರಂ ನಂ.53 ಮತ್ತು 57ರಲ್ಲಿ ಅರ್ಜಿ ಸಲ್ಲಿಸಿ ಸಾಗುವಳಿ ಚೀಟಿಗಾಗಿ ದಶಕಗಳಿಂದ ಕಾಯುತ್ತಿದ್ದಾರೆ. ಜಮೀನು ಹಕ್ಕುಪತ್ರ ಪ್ರಮುಖ ಬೇಡಿಕೆ ಈಡೇರಿಸದೆ ಶೋಷಣೆ ಮಾಡುತ್ತಿದ್ದಾರೆ. ಕೂಡಲೇ ಈ ಬಗ್ಗೆ ಗಮನ ಹರಿಸಬೇಕು ಎಂದು ಆಗ್ರಹಿಸಿದರು. ಕಂದಾಯ ಇಲಾಖೆ ಅಧಿಕಾರಿಗಳು ರೈತರಿಗೆ ಸಕಾಲದಲ್ಲಿ ಪಹಣಿ ತಿದ್ದುಪಡಿ, ಖಾತೆ ಬದಲಾವಣೆ ಮಾಡಿಕೊಡದೆ ಅಲೆದಾಡಿಸುತ್ತಿದ್ದು, ಲಂಚ ನೀಡದೆ ಕೆಲಸವಾಗುತ್ತಿಲ್ಲ. ಇದರಿಂದ ಬಡ ರೈತರು ಹೈರಾಣಾಗಿದ್ದಾರೆ ಎಂದು ದೂರಿದರು. ತಾಲೂಕಿನ ರೈತರ ಸಮಸ್ಯೆಗಳ ಬಗ್ಗೆ ಜಿಲ್ಲಾಧಿಕಾರಿಗಳ ಗಮನಕ್ಕೂ ತಂದಿದ್ದು, ಪಾವಗಡ ತಾಲೂಕಿನಲ್ಲಿ ಹಂತ ಹಂತವಾಗಿ ಸಮಸ್ಯೆ ಬಗೆಹರಿಸಲು ಕ್ರಮ ಕೈಗೊಳ್ಳಬೇಕು ಎಂದು ಆಗ್ರಹಿಸಿದರು. ಜಿಲ್ಲೆಯ ಪಾವಗಡ, ಗುಬ್ಬಿ, ಮಧುಗಿರಿ, ಕೊರಟಗೆರೆ, ಚಿಕ್ಕನಾಯಕನಹಳ್ಳಿ, ಶಿರಾ, ರುಮರೂರು, ತುರುವೇಕೆರೆ,	[339, 1350, 627, 1529]
democracy-article-col2: ಕೈಜೋಡಿಸಿದರು. ಅಂಬಾರಿ ರಘುರಲ್ಲಿ ಗ್ರಾಮ ಸಚಿವ ವಾ.ಜಿ. ಪರಮೇಶ್ವರ್, ದೆಹಲಿ ವಿಶೇಷ ಪ್ರತಿನಿಧಿ ಟಿ.ಬಿ. ಜಯಚಂದ್ರ ಸಹಕಾರ ನೀಡಿದ್ದರು. ಮಾದಲಿಯೂರು ಗ್ರಾಮ ಪಂಚಾಯಿತಿ ಭಾಗ್ಯಮ್ಮ ರಂಗನಾಥ್, ಉಪಾಧ್ಯಕ್ಷ ರಾಮಚಂದ್ರಪ್ಪ, ಪಿಡಿಒ ಬಂಡೆ ಗೌಡ, ಸದಸ್ಯರಾದ ವೈ.ಟಿ ನವೀನ್, ಸತೀಶ್ ಕುಮಾರ್, ಆಶಾ ಲೋಹಿತ್, ಲಕ್ಷ್ಮಮ್ಮ ಗಂಗಣ್ಣ, ರಾಮಣ್ಣ, ನಾಗವೇಣಿ ವೆಂಕಟರಾಮ್, ಸುಜ್ಞಾ ಮೋಹನ್, ಸಿದ್ದಗಂಗಮ್ಮ ಶ್ರೀನಿವಾಸ್, ಪುನೀತ್ ಕುಮಾರ್, ಶಿವಮ್ಮ ರಾಜಣ್ಣ, ಗಂಗಮ್ಮ ಹನುಮಂತಪ್ಪ, ಕಾರ್ಯದರ್ಶಿ ನಾಗರಾಜ, ಲೆಕ್ಕ ಸಹಾಯಕಾಧಿಕಾರಿ ವೆಂಕಟರಾಮ್ ಸೇರಿದಂತೆ ಹಲವಾರು ಸಂಘ ಸಂಸ್ಥೆಗಳ ಮಹಿಳೆಯರು, ಮಾನವ ಸರಪಳಿ ನಿರ್ಮಿಸಲು ಹೆಚ್ಚು ಸಹಕಾರ ನೀಡಿದರು.	[1211, 633, 1470, 795]
brand-logo	[45, 81, 263, 108]
